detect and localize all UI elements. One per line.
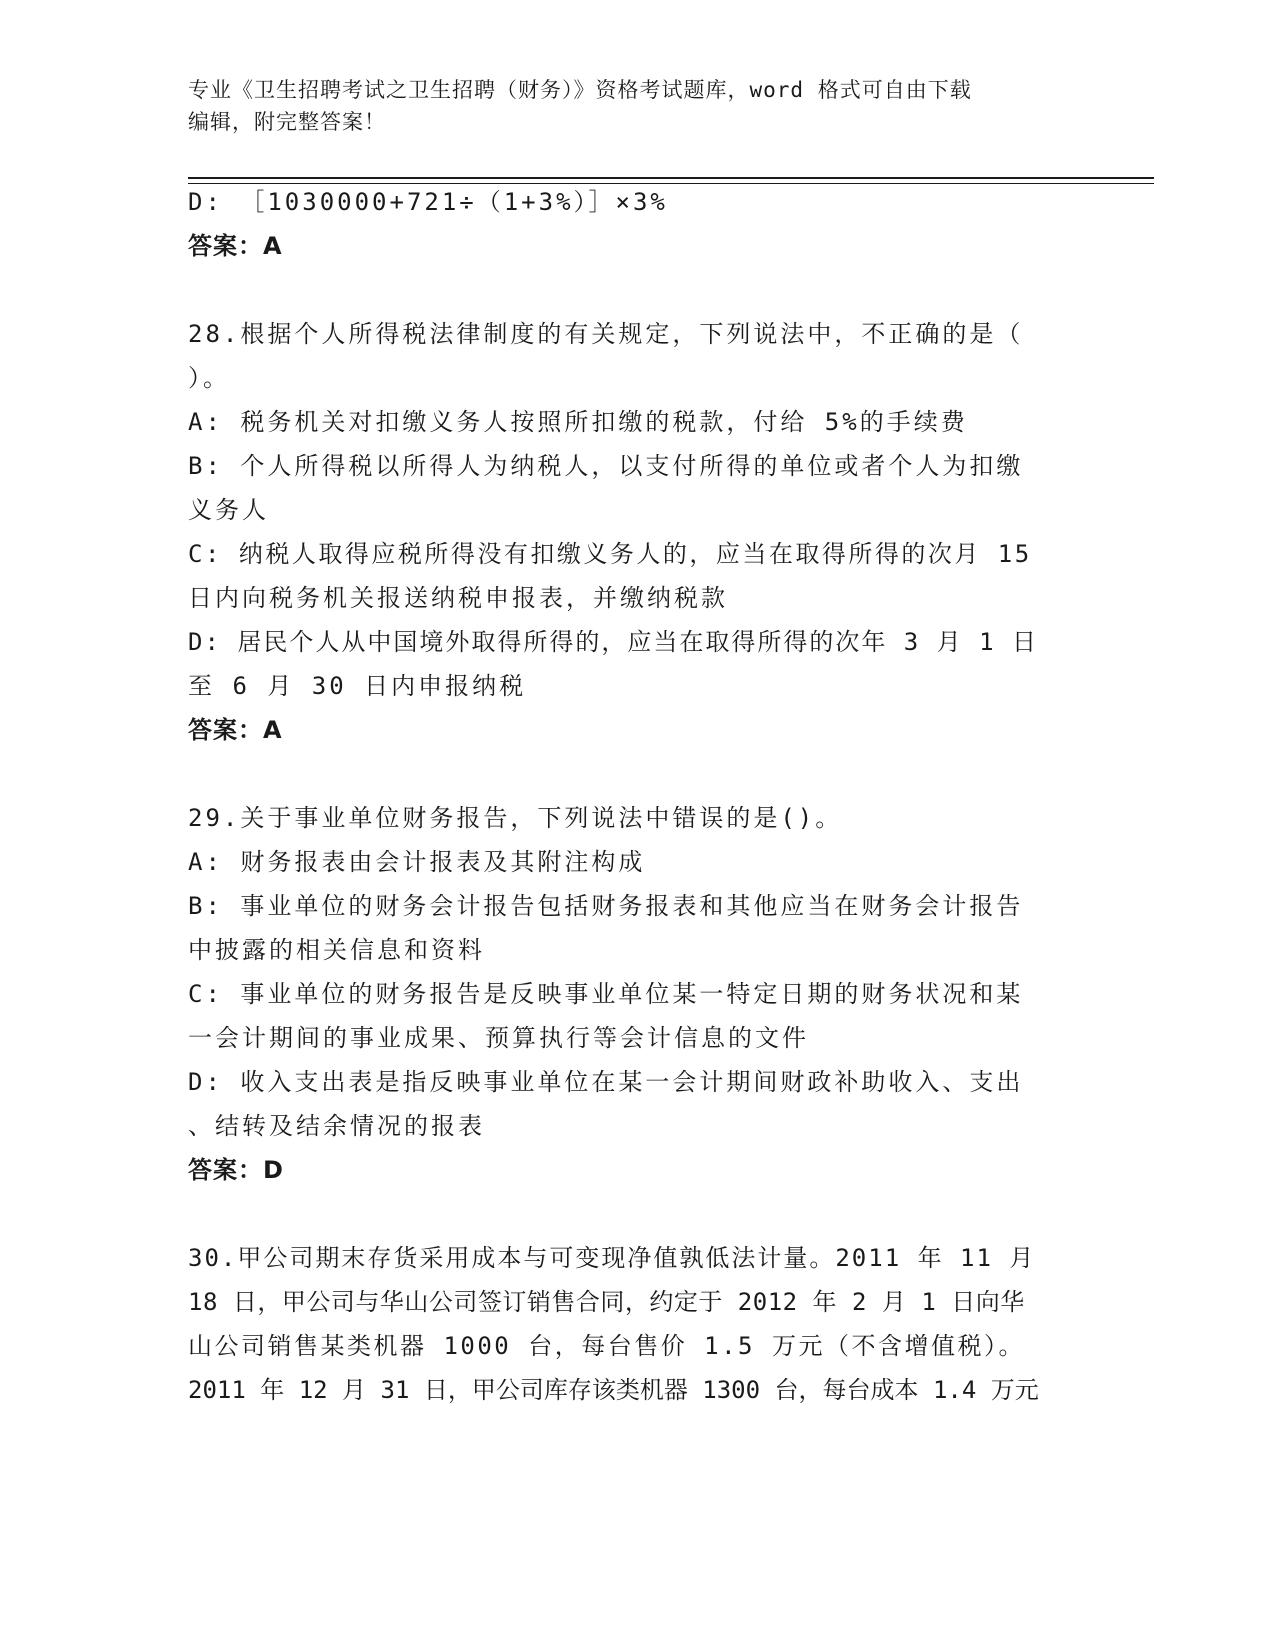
q28-stem-line-1: 28.根据个人所得税法律制度的有关规定，下列说法中，不正确的是（ [188,320,1024,348]
q29-option-d-line-1: D: 收入支出表是指反映事业单位在某一会计期间财政补助收入、支出 [188,1068,1024,1096]
q29-option-b-line-2: 中披露的相关信息和资料 [188,936,485,964]
prev-option-d: D: ［1030000+721÷（1+3%）］×3% [188,188,668,216]
q28-option-d-line-1: D: 居民个人从中国境外取得所得的，应当在取得所得的次年 3 月 1 日 [188,628,1039,656]
q28-option-c-line-2: 日内向税务机关报送纳税申报表，并缴纳税款 [188,584,728,612]
q28-option-d-line-2: 至 6 月 30 日内申报纳税 [188,672,527,700]
q29-option-c-line-2: 一会计期间的事业成果、预算执行等会计信息的文件 [188,1024,809,1052]
header-divider-thin [188,183,1154,184]
q30-stem-line-1: 30.甲公司期末存货采用成本与可变现净值孰低法计量。2011 年 11 月 [188,1244,1036,1272]
q28-stem-line-2: ）。 [188,364,230,392]
header-line-1: 专业《卫生招聘考试之卫生招聘（财务）》资格考试题库，word 格式可自由下载 [188,78,972,102]
q29-option-a: A: 财务报表由会计报表及其附注构成 [188,848,646,876]
q28-option-c-line-1: C: 纳税人取得应税所得没有扣缴义务人的，应当在取得所得的次月 15 [188,540,1032,568]
q28-option-b-line-2: 义务人 [188,496,269,524]
q28-option-b-line-1: B: 个人所得税以所得人为纳税人，以支付所得的单位或者个人为扣缴 [188,452,1024,480]
page-header [188,74,1088,138]
header-divider-thick [188,177,1154,179]
q29-option-c-line-1: C: 事业单位的财务报告是反映事业单位某一特定日期的财务状况和某 [188,980,1024,1008]
q29-stem: 29.关于事业单位财务报告，下列说法中错误的是()。 [188,804,843,832]
q29-option-b-line-1: B: 事业单位的财务会计报告包括财务报表和其他应当在财务会计报告 [188,892,1024,920]
q30-stem-line-3: 山公司销售某类机器 1000 台，每台售价 1.5 万元（不含增值税）。 [188,1332,1025,1360]
q28-answer: 答案：A [188,716,283,744]
q30-stem-line-2: 18 日，甲公司与华山公司签订销售合同，约定于 2012 年 2 月 1 日向华 [188,1288,1025,1316]
q29-answer: 答案：D [188,1156,284,1184]
q29-option-d-line-2: 、结转及结余情况的报表 [188,1112,485,1140]
q30-stem-line-4: 2011 年 12 月 31 日，甲公司库存该类机器 1300 台，每台成本 1.4 万元 [188,1376,1039,1404]
header-line-2: 编辑，附完整答案！ [188,110,386,134]
prev-answer: 答案：A [188,232,283,260]
q28-option-a: A: 税务机关对扣缴义务人按照所扣缴的税款，付给 5%的手续费 [188,408,968,436]
